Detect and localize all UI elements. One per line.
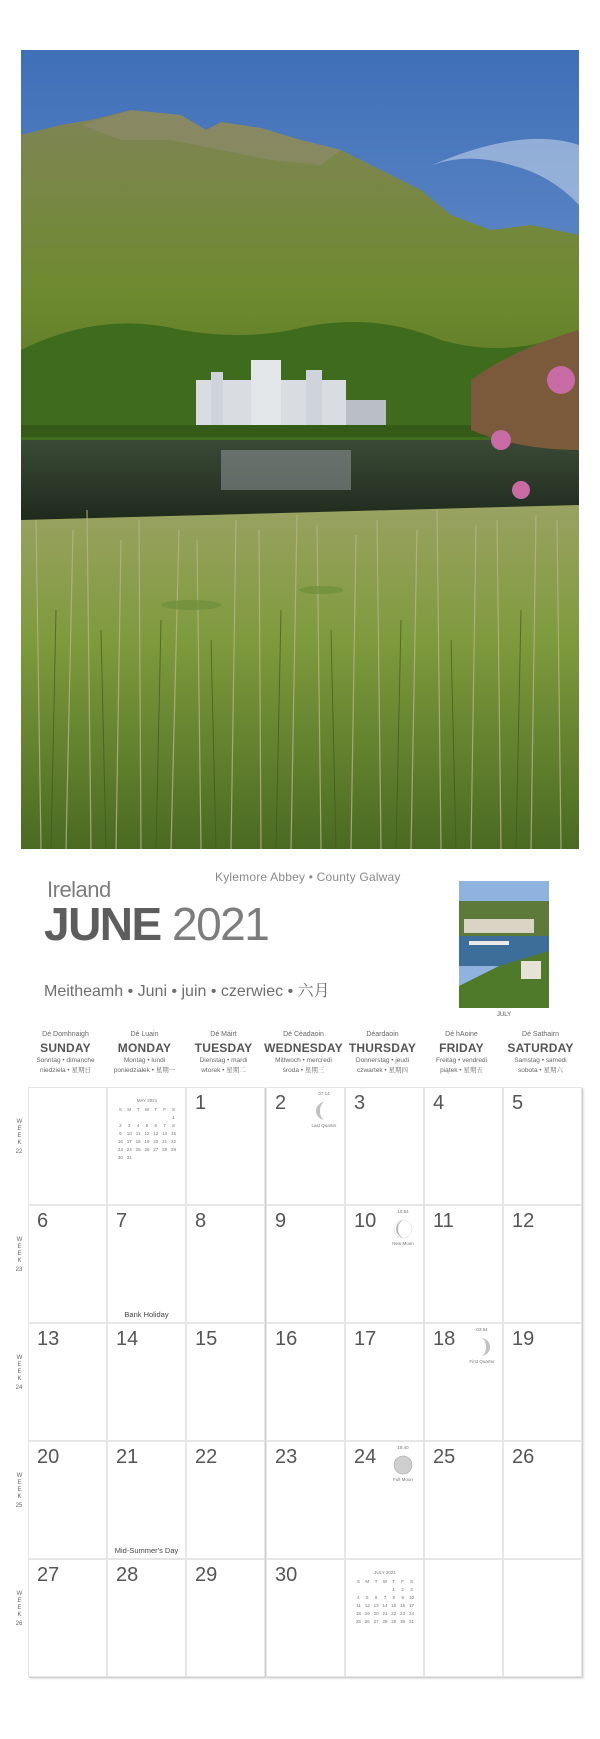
mini-calendar-day: 3 — [410, 1586, 413, 1592]
mini-calendar-day: 25 — [135, 1146, 141, 1152]
mini-calendar-title: MAY 2021 — [136, 1098, 158, 1103]
mini-calendar-day: 1 — [392, 1586, 396, 1592]
mini-calendar-day: 7 — [383, 1594, 387, 1600]
mini-calendar-day: 5 — [145, 1122, 149, 1128]
week-number: 26 — [15, 1621, 23, 1627]
day-cell[interactable] — [186, 1205, 265, 1323]
mini-calendar-day: 30 — [400, 1618, 406, 1624]
mini-calendar-day: 11 — [135, 1130, 141, 1136]
mini-calendar-day: 22 — [171, 1138, 177, 1144]
mini-calendar-table — [116, 1105, 178, 1161]
mini-calendar-day: 18 — [135, 1138, 141, 1144]
week-number: 25 — [15, 1503, 23, 1509]
mini-calendar-day — [169, 1153, 178, 1161]
mini-calendar-day: 23 — [117, 1146, 123, 1152]
weekday-irish: Dé Céadaoin — [283, 1031, 324, 1038]
week-number-label — [14, 1591, 24, 1628]
mini-calendar-day — [151, 1153, 160, 1161]
mini-calendar-day: 28 — [382, 1618, 388, 1624]
day-number: 3 — [354, 1092, 366, 1114]
day-cell[interactable] — [107, 1323, 186, 1441]
mini-calendar-day: 29 — [391, 1618, 397, 1624]
day-cell[interactable] — [28, 1087, 107, 1205]
day-cell[interactable] — [424, 1087, 503, 1205]
mini-calendar-day: 12 — [364, 1602, 370, 1608]
mini-calendar-day: 24 — [126, 1146, 132, 1152]
weekday-translation-2: sobota • 星期六 — [518, 1067, 563, 1074]
mini-calendar-head: W — [382, 1578, 388, 1584]
mini-calendar-day: 15 — [391, 1602, 397, 1608]
day-number: 20 — [37, 1446, 60, 1468]
mini-calendar-day: 10 — [409, 1594, 415, 1600]
mini-calendar-day: 18 — [355, 1610, 361, 1616]
mini-calendar-day: 22 — [391, 1610, 397, 1616]
day-number: 4 — [433, 1092, 445, 1114]
mini-calendar-day — [116, 1113, 125, 1121]
mini-calendar-day — [160, 1153, 169, 1161]
mini-calendar-day: 1 — [172, 1114, 175, 1120]
mini-calendar-day: 16 — [117, 1138, 123, 1144]
day-cell[interactable] — [107, 1087, 186, 1205]
weekday-irish: Dé Luain — [130, 1031, 159, 1038]
week-word: WEEK — [16, 1355, 23, 1383]
day-cell[interactable] — [424, 1559, 503, 1677]
day-number: 27 — [37, 1564, 60, 1586]
weekday-header-saturday — [501, 1031, 580, 1075]
weekday-english: TUESDAY — [194, 1041, 253, 1055]
mini-calendar-day — [160, 1113, 169, 1121]
week-number: 22 — [15, 1149, 23, 1155]
mini-calendar-head: T — [154, 1106, 158, 1112]
day-cell[interactable] — [503, 1205, 582, 1323]
day-number: 29 — [195, 1564, 218, 1586]
mini-calendar-day: 9 — [119, 1130, 122, 1136]
day-cell[interactable] — [503, 1441, 582, 1559]
mini-calendar-day: 21 — [162, 1138, 168, 1144]
day-number: 12 — [512, 1210, 535, 1232]
mini-calendar-day: 14 — [162, 1130, 168, 1136]
day-number: 21 — [116, 1446, 139, 1468]
day-cell[interactable] — [345, 1441, 424, 1559]
weekday-english: THURSDAY — [348, 1041, 417, 1055]
day-number: 18 — [433, 1328, 456, 1350]
mini-calendar-day: 20 — [373, 1610, 379, 1616]
day-number: 9 — [275, 1210, 287, 1232]
weekday-header-sunday — [26, 1031, 105, 1075]
weekday-headers — [26, 1031, 584, 1081]
day-cell[interactable] — [28, 1441, 107, 1559]
weekday-irish: Déardaoin — [366, 1031, 399, 1038]
weekday-header-tuesday — [184, 1031, 263, 1075]
day-cell[interactable] — [345, 1087, 424, 1205]
day-number: 30 — [275, 1564, 298, 1586]
harbour-illustration — [459, 881, 549, 1008]
mini-calendar-day: 15 — [171, 1130, 177, 1136]
day-cell[interactable] — [503, 1323, 582, 1441]
mini-calendar-day: 29 — [171, 1146, 177, 1152]
weekday-translation-2: wtorek • 星期二 — [201, 1067, 246, 1074]
weekday-english: SUNDAY — [40, 1041, 91, 1055]
mini-calendar-day: 30 — [117, 1154, 123, 1160]
moon-phase-label: First Quarter — [469, 1359, 495, 1364]
week-number-label — [14, 1237, 24, 1274]
weekday-translation-1: Freitag • vendredi — [435, 1057, 488, 1064]
mini-calendar-head: S — [118, 1106, 122, 1112]
day-cell[interactable] — [28, 1323, 107, 1441]
mini-calendar-day: 17 — [126, 1138, 132, 1144]
day-number: 13 — [37, 1328, 60, 1350]
holiday-note: Mid-Summer's Day — [114, 1546, 179, 1555]
mini-calendar-day: 26 — [364, 1618, 370, 1624]
mini-calendar-head: S — [356, 1578, 360, 1584]
weekday-translation-1: Donnerstag • jeudi — [355, 1057, 410, 1064]
weekday-irish: Dé Máirt — [210, 1031, 237, 1038]
week-number: 23 — [15, 1267, 23, 1273]
weekday-header-monday — [105, 1031, 184, 1075]
mini-calendar-head: W — [144, 1106, 150, 1112]
mini-calendar-day: 27 — [153, 1146, 159, 1152]
day-number: 14 — [116, 1328, 139, 1350]
day-number: 24 — [354, 1446, 377, 1468]
day-cell[interactable] — [107, 1441, 186, 1559]
photo-caption: Kylemore Abbey • County Galway — [215, 870, 401, 884]
weekday-translation-1: Samstag • samedi — [514, 1057, 567, 1064]
mini-calendar-day: 23 — [400, 1610, 406, 1616]
day-cell[interactable] — [424, 1323, 503, 1441]
day-cell[interactable] — [345, 1205, 424, 1323]
mini-calendar-day — [381, 1585, 390, 1593]
mini-calendar-head: T — [136, 1106, 140, 1112]
week-word: WEEK — [16, 1119, 23, 1147]
mini-calendar-day — [143, 1153, 152, 1161]
day-cell[interactable] — [503, 1559, 582, 1677]
day-cell[interactable] — [345, 1559, 424, 1677]
mini-calendar-day: 24 — [409, 1610, 415, 1616]
mini-calendar-head: F — [163, 1106, 167, 1112]
day-number: 26 — [512, 1446, 535, 1468]
next-month-thumbnail — [459, 881, 549, 1008]
day-number: 6 — [37, 1210, 49, 1232]
day-cell[interactable] — [266, 1205, 345, 1323]
mini-calendar-mini_next — [354, 1570, 416, 1625]
mini-calendar-day: 16 — [400, 1602, 406, 1608]
day-number: 28 — [116, 1564, 139, 1586]
day-cell[interactable] — [107, 1205, 186, 1323]
weekday-english: SATURDAY — [507, 1041, 574, 1055]
day-number: 16 — [275, 1328, 298, 1350]
mini-calendar-head: T — [392, 1578, 396, 1584]
moon-phase-icon — [393, 1455, 413, 1475]
week-word: WEEK — [16, 1473, 23, 1501]
mini-calendar-day: 8 — [392, 1594, 396, 1600]
moon-phase-icon — [472, 1337, 492, 1357]
moon-time: 10:54 — [397, 1209, 409, 1214]
day-cell[interactable] — [28, 1559, 107, 1677]
mini-calendar-day: 28 — [162, 1146, 168, 1152]
week-word: WEEK — [16, 1591, 23, 1619]
mini-calendar-day: 9 — [401, 1594, 404, 1600]
weekday-header-friday — [422, 1031, 501, 1075]
moon-time: 07:14 — [318, 1091, 330, 1096]
weekday-translation-1: Sonntag • dimanche — [36, 1057, 95, 1064]
mini-calendar-day: 11 — [356, 1602, 361, 1608]
mini-calendar-day: 19 — [364, 1610, 370, 1616]
day-cell[interactable] — [266, 1441, 345, 1559]
day-number: 25 — [433, 1446, 456, 1468]
month-translations: Meitheamh • Juni • juin • czerwiec • 六月 — [44, 983, 330, 1000]
day-number: 8 — [195, 1210, 207, 1232]
mini-calendar-day — [134, 1113, 143, 1121]
mini-calendar-head: M — [127, 1106, 132, 1112]
weekday-irish: Dé Domhnaigh — [42, 1031, 89, 1038]
mini-calendar-day: 6 — [374, 1594, 378, 1600]
day-number: 1 — [195, 1092, 207, 1114]
day-cell[interactable] — [28, 1205, 107, 1323]
day-number: 2 — [275, 1092, 287, 1114]
day-cell[interactable] — [107, 1559, 186, 1677]
week-number-label — [14, 1119, 24, 1156]
mini-calendar-day — [363, 1585, 372, 1593]
day-number: 10 — [354, 1210, 377, 1232]
month-title — [44, 898, 268, 950]
week-word: WEEK — [16, 1237, 23, 1265]
day-number: 7 — [116, 1210, 128, 1232]
mini-calendar-day: 6 — [154, 1122, 158, 1128]
weekday-header-wednesday — [264, 1031, 343, 1075]
weekday-translation-2: niedziela • 星期日 — [39, 1067, 92, 1074]
mini-calendar-day: 19 — [144, 1138, 150, 1144]
day-cell[interactable] — [186, 1559, 265, 1677]
moon-time: 03:54 — [476, 1327, 488, 1332]
day-cell[interactable] — [345, 1323, 424, 1441]
weekday-translation-2: piątek • 星期五 — [440, 1067, 483, 1074]
weekday-english: FRIDAY — [439, 1041, 484, 1055]
mini-calendar-mini_prev — [116, 1098, 178, 1161]
weekday-translation-1: Mittwoch • mercredi — [275, 1057, 332, 1064]
next-month-label: JULY — [496, 1012, 512, 1018]
mini-calendar-day: 10 — [126, 1130, 132, 1136]
mini-calendar-day: 4 — [136, 1122, 140, 1128]
mini-calendar-day: 3 — [128, 1122, 131, 1128]
mini-calendar-day: 17 — [409, 1602, 415, 1608]
week-number-label — [14, 1355, 24, 1392]
mini-calendar-day — [134, 1153, 143, 1161]
mini-calendar-head: S — [172, 1106, 176, 1112]
weekday-translation-2: środa • 星期三 — [282, 1067, 325, 1074]
mini-calendar-day: 2 — [119, 1122, 122, 1128]
day-cell[interactable] — [186, 1323, 265, 1441]
weekday-translation-1: Dienstag • mardi — [199, 1057, 248, 1064]
day-number: 5 — [512, 1092, 524, 1114]
mini-calendar-day: 14 — [382, 1602, 388, 1608]
country-title: Ireland — [47, 877, 111, 902]
mini-calendar-day: 5 — [366, 1594, 369, 1600]
landscape-illustration — [21, 50, 579, 849]
day-cell[interactable] — [186, 1087, 265, 1205]
mini-calendar-day — [151, 1113, 160, 1121]
mini-calendar-day — [354, 1585, 363, 1593]
weekday-translation-2: czwartek • 星期四 — [356, 1067, 409, 1074]
day-cell[interactable] — [266, 1323, 345, 1441]
mini-calendar-day: 31 — [126, 1154, 132, 1160]
month-name: JUNE — [44, 898, 161, 950]
mini-calendar-day: 12 — [144, 1130, 150, 1136]
weekday-english: MONDAY — [117, 1041, 172, 1055]
mini-calendar-day: 7 — [163, 1122, 166, 1128]
day-cell[interactable] — [266, 1559, 345, 1677]
mini-calendar-head: T — [374, 1578, 378, 1584]
moon-phase-label: Last Quarter — [311, 1123, 337, 1128]
day-cell[interactable] — [424, 1205, 503, 1323]
holiday-note: Bank Holiday — [124, 1310, 169, 1319]
mini-calendar-head: F — [401, 1578, 405, 1584]
mini-calendar-head: M — [365, 1578, 370, 1584]
day-number: 15 — [195, 1328, 218, 1350]
weekday-irish: Dé hAoine — [445, 1031, 478, 1038]
day-number: 11 — [433, 1210, 454, 1232]
mini-calendar-day — [125, 1113, 134, 1121]
mini-calendar-day: 26 — [144, 1146, 150, 1152]
week-number-label — [14, 1473, 24, 1510]
day-number: 19 — [512, 1328, 535, 1350]
mini-calendar-day: 20 — [153, 1138, 159, 1144]
mini-calendar-day: 13 — [373, 1602, 379, 1608]
weekday-translation-1: Montag • lundi — [123, 1057, 166, 1064]
main-photo-kylemore-abbey — [21, 50, 579, 849]
mini-calendar-day: 25 — [355, 1618, 361, 1624]
mini-calendar-day: 21 — [382, 1610, 388, 1616]
mini-calendar-day: 4 — [357, 1594, 360, 1600]
day-number: 17 — [354, 1328, 377, 1350]
day-cell[interactable] — [503, 1087, 582, 1205]
weekday-header-thursday — [343, 1031, 422, 1075]
weekday-english: WEDNESDAY — [264, 1041, 343, 1055]
day-number: 22 — [195, 1446, 218, 1468]
day-cell[interactable] — [424, 1441, 503, 1559]
weekday-irish: Dé Sathairn — [522, 1031, 559, 1038]
moon-phase-icon — [314, 1101, 334, 1121]
mini-calendar-day: 13 — [153, 1130, 159, 1136]
mini-calendar-title: JULY 2021 — [374, 1570, 396, 1575]
day-cell[interactable] — [266, 1087, 345, 1205]
moon-phase-label: New Moon — [392, 1241, 414, 1246]
mini-calendar-day — [372, 1585, 381, 1593]
mini-calendar-day: 27 — [373, 1618, 379, 1624]
mini-calendar-day: 31 — [409, 1618, 415, 1624]
day-cell[interactable] — [186, 1441, 265, 1559]
mini-calendar-day: 8 — [172, 1122, 175, 1128]
moon-time: 18:40 — [397, 1445, 409, 1450]
moon-phase-label: Full Moon — [393, 1477, 413, 1482]
mini-calendar-day — [143, 1113, 152, 1121]
mini-calendar-table — [354, 1577, 416, 1625]
weekday-translation-2: poniedziałek • 星期一 — [113, 1067, 176, 1074]
week-number: 24 — [15, 1385, 23, 1391]
day-number: 23 — [275, 1446, 298, 1468]
moon-phase-icon — [393, 1219, 413, 1239]
mini-calendar-head: S — [410, 1578, 414, 1584]
year: 2021 — [172, 898, 269, 950]
mini-calendar-day: 2 — [401, 1586, 404, 1592]
